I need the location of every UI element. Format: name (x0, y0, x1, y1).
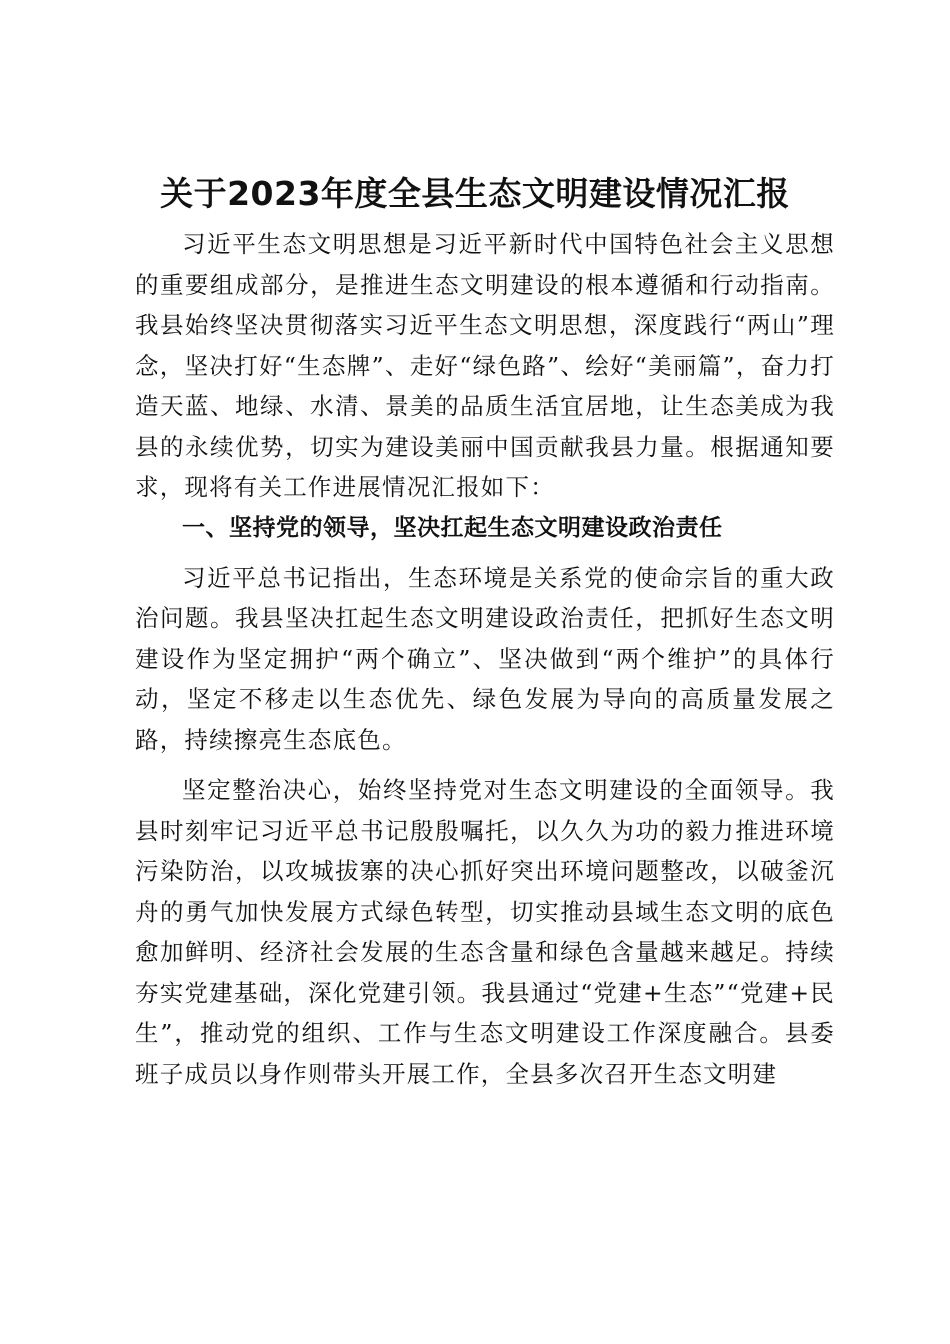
intro-paragraph: 习近平生态文明思想是习近平新时代中国特色社会主义思想的重要组成部分，是推进生态文明建设的根本遵循和行动指南。我县始终坚决贯彻落实习近平生态文明思想，深度践行“两山”理念，坚决打好“生态牌”、走好“绿色路”、绘好“美丽篇”，奋力打造天蓝、地绿、水清、景美的品质生活宜居地，让生态美成为我县的永续优势，切实为建设美丽中国贡献我县力量。根据通知要求，现将有关工作进展情况汇报如下： (135, 230, 835, 501)
section1-paragraph-2: 坚定整治决心，始终坚持党对生态文明建设的全面领导。我县时刻牢记习近平总书记殷殷嘱托，以久久为功的毅力推进环境污染防治，以攻城拔寨的决心抓好突出环境问题整改，以破釜沉舟的勇气加快发展方式绿色转型，切实推动县域生态文明的底色愈加鲜明、经济社会发展的生态含量和绿色含量越来越足。持续夯实党建基础，深化党建引领。我县通过“党建+生态”“党建+民生”，推动党的组织、工作与生态文明建设工作深度融合。县委班子成员以身作则带头开展工作，全县多次召开生态文明建 (135, 776, 835, 1088)
spacer (135, 760, 835, 770)
document-body (135, 224, 835, 1094)
section1-paragraph-1: 习近平总书记指出，生态环境是关系党的使命宗旨的重大政治问题。我县坚决扛起生态文明建设政治责任，把抓好生态文明建设作为坚定拥护“两个确立”、坚决做到“两个维护”的具体行动，坚定不移走以生态优先、绿色发展为导向的高质量发展之路，持续擦亮生态底色。 (135, 563, 835, 754)
document-title: 关于2023年度全县生态文明建设情况汇报 (160, 174, 790, 213)
spacer (135, 548, 835, 558)
section-heading-1: 一、坚持党的领导，坚决扛起生态文明建设政治责任 (182, 514, 723, 541)
